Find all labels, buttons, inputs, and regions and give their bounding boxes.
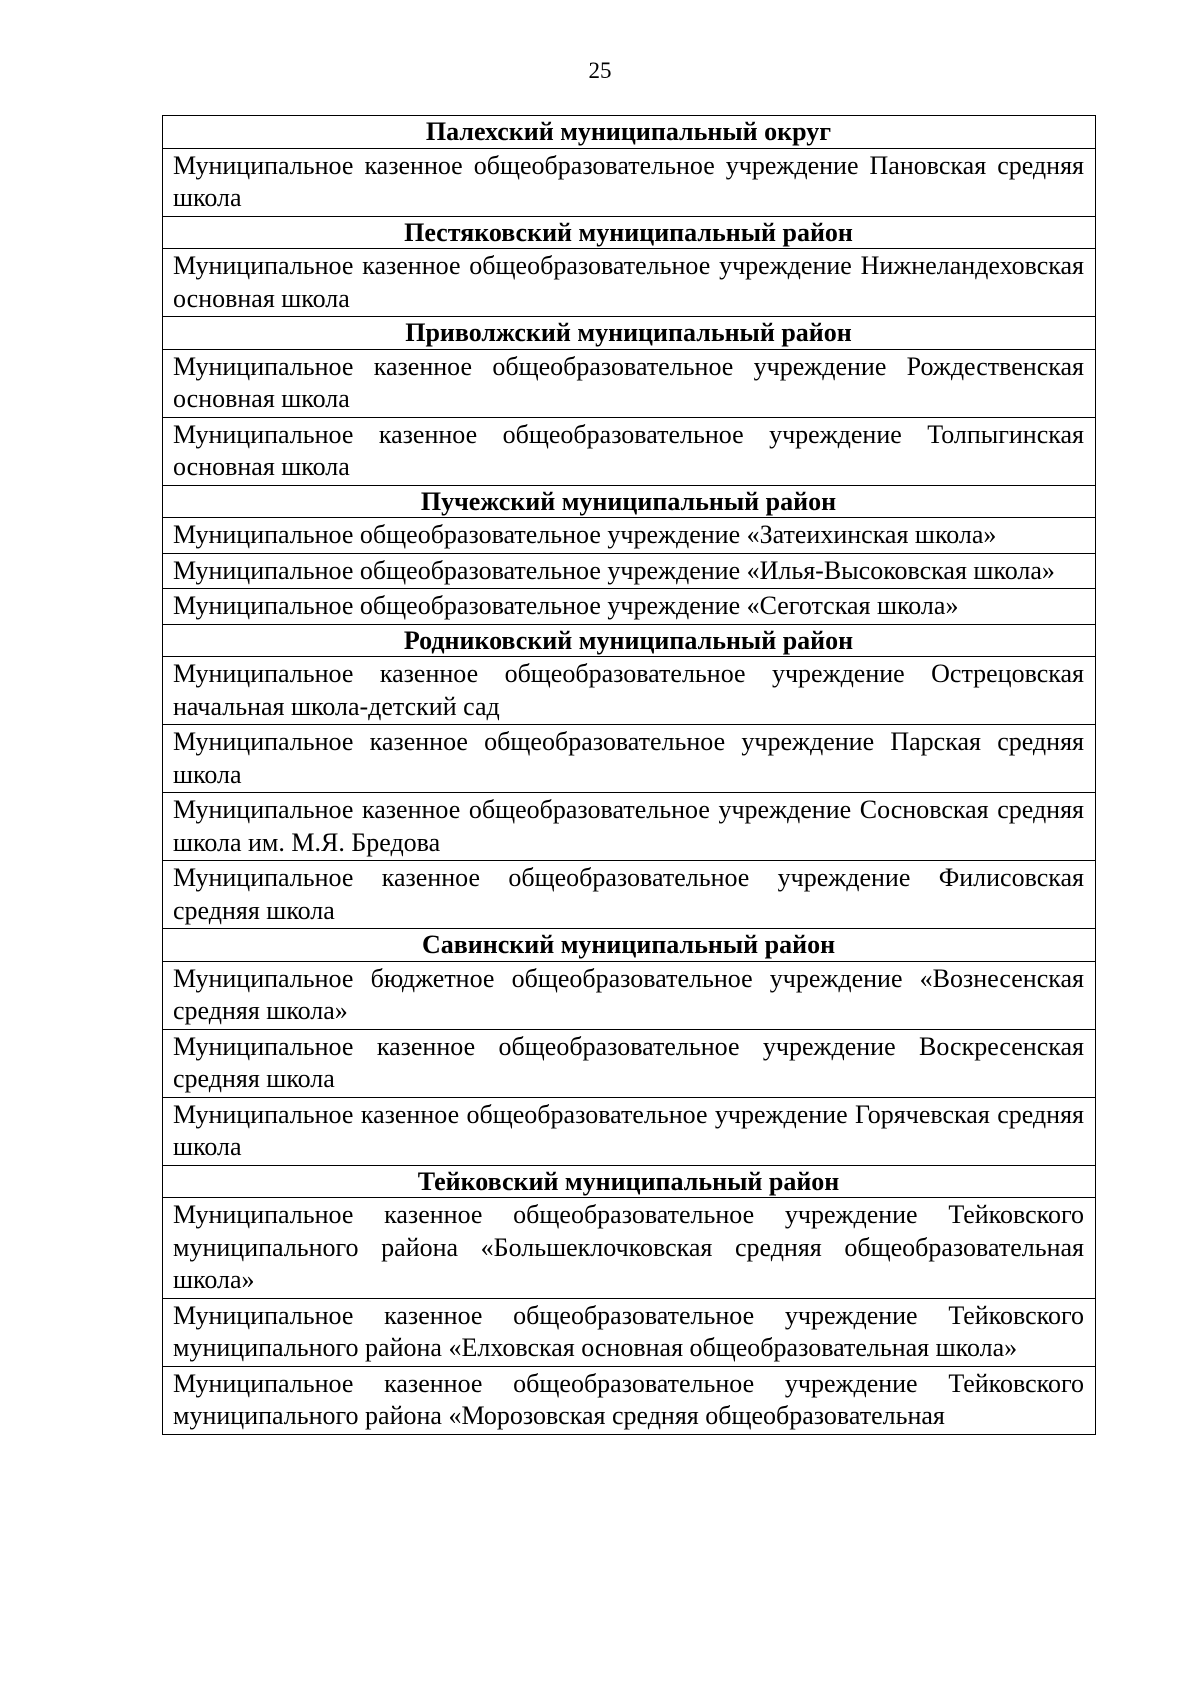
district-row bbox=[163, 317, 1096, 350]
district-row bbox=[163, 485, 1096, 518]
school-row bbox=[163, 1029, 1096, 1097]
school-name: Муниципальное казенное общеобразовательное учреждение Пановская средняя школа bbox=[163, 148, 1096, 216]
district-row bbox=[163, 216, 1096, 249]
school-name: Муниципальное казенное общеобразовательное учреждение Толпыгинская основная школа bbox=[163, 417, 1096, 485]
school-row bbox=[163, 793, 1096, 861]
district-row bbox=[163, 116, 1096, 149]
school-name: Муниципальное казенное общеобразовательное учреждение Тейковского муниципального района «Елховская основная общеобразовательная школа» bbox=[163, 1298, 1096, 1366]
district-heading: Савинский муниципальный район bbox=[163, 929, 1096, 962]
school-row bbox=[163, 553, 1096, 589]
district-heading: Пучежский муниципальный район bbox=[163, 485, 1096, 518]
school-name: Муниципальное казенное общеобразовательное учреждение Тейковского муниципального района «Большеклочковская средняя общеобразовательная школа» bbox=[163, 1198, 1096, 1299]
school-row bbox=[163, 1097, 1096, 1165]
school-row bbox=[163, 657, 1096, 725]
school-name: Муниципальное казенное общеобразовательное учреждение Острецовская начальная школа-детский сад bbox=[163, 657, 1096, 725]
school-row bbox=[163, 417, 1096, 485]
school-name: Муниципальное общеобразовательное учреждение «Сеготская школа» bbox=[163, 589, 1096, 625]
school-row bbox=[163, 148, 1096, 216]
school-row bbox=[163, 1298, 1096, 1366]
district-row bbox=[163, 929, 1096, 962]
district-row bbox=[163, 1165, 1096, 1198]
schools-table bbox=[162, 115, 1096, 1435]
school-row bbox=[163, 249, 1096, 317]
page-number: 25 bbox=[588, 58, 612, 83]
school-name: Муниципальное казенное общеобразовательное учреждение Парская средняя школа bbox=[163, 725, 1096, 793]
school-row bbox=[163, 349, 1096, 417]
district-heading: Приволжский муниципальный район bbox=[163, 317, 1096, 350]
district-heading: Палехский муниципальный округ bbox=[163, 116, 1096, 149]
school-name: Муниципальное казенное общеобразовательное учреждение Тейковского муниципального района «Морозовская средняя общеобразовательная bbox=[163, 1366, 1096, 1434]
school-row bbox=[163, 961, 1096, 1029]
school-row bbox=[163, 861, 1096, 929]
school-name: Муниципальное бюджетное общеобразовательное учреждение «Вознесенская средняя школа» bbox=[163, 961, 1096, 1029]
school-row bbox=[163, 589, 1096, 625]
school-row bbox=[163, 1198, 1096, 1299]
school-name: Муниципальное казенное общеобразовательное учреждение Горячевская средняя школа bbox=[163, 1097, 1096, 1165]
school-row bbox=[163, 725, 1096, 793]
school-name: Муниципальное казенное общеобразовательное учреждение Нижнеландеховская основная школа bbox=[163, 249, 1096, 317]
school-name: Муниципальное общеобразовательное учреждение «Илья-Высоковская школа» bbox=[163, 553, 1096, 589]
district-heading: Родниковский муниципальный район bbox=[163, 624, 1096, 657]
school-name: Муниципальное казенное общеобразовательное учреждение Филисовская средняя школа bbox=[163, 861, 1096, 929]
school-name: Муниципальное общеобразовательное учреждение «Затеихинская школа» bbox=[163, 518, 1096, 554]
district-row bbox=[163, 624, 1096, 657]
school-name: Муниципальное казенное общеобразовательное учреждение Рождественская основная школа bbox=[163, 349, 1096, 417]
school-name: Муниципальное казенное общеобразовательное учреждение Сосновская средняя школа им. М.Я. Бредова bbox=[163, 793, 1096, 861]
school-row bbox=[163, 1366, 1096, 1434]
district-heading: Пестяковский муниципальный район bbox=[163, 216, 1096, 249]
school-name: Муниципальное казенное общеобразовательное учреждение Воскресенская средняя школа bbox=[163, 1029, 1096, 1097]
school-row bbox=[163, 518, 1096, 554]
district-heading: Тейковский муниципальный район bbox=[163, 1165, 1096, 1198]
